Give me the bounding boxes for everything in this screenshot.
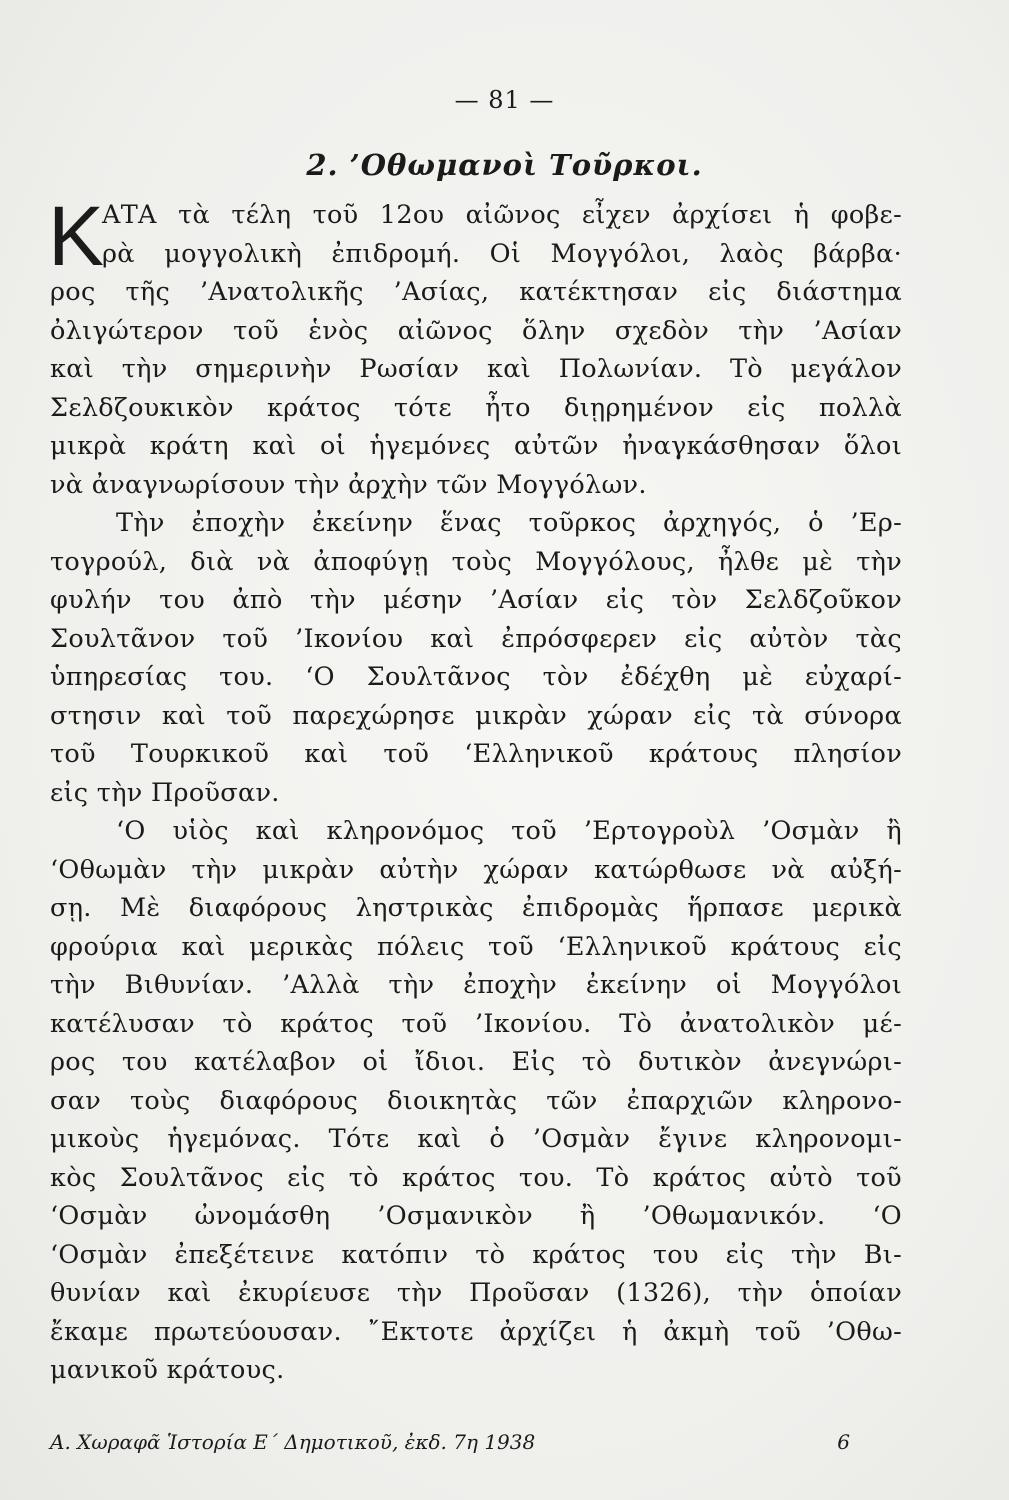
text-line: ρὰ μογγολικὴ ἐπιδρομή. Οἱ Μογγόλοι, λαὸς βάρβα· — [102, 238, 902, 269]
text-line: Σελδζουκικὸν κράτος τότε ἦτο διῃρημένον εἰς πολλὰ — [50, 392, 902, 423]
text-line: ἔκαμε πρωτεύουσαν. ῎Εκτοτε ἀρχίζει ἡ ἀκμὴ τοῦ ’Οθω- — [50, 1316, 902, 1347]
text-line: στησιν καὶ τοῦ παρεχώρησε μικρὰν χώραν εἰς τὰ σύνορα — [50, 700, 902, 731]
text-line: ρος του κατέλαβον οἱ ἴδιοι. Εἰς τὸ δυτικὸν ἀνεγνώρι- — [50, 1047, 902, 1077]
text-line: θυνίαν καὶ ἐκυρίευσε τὴν Προῦσαν (1326), τὴν ὁποίαν — [50, 1278, 902, 1308]
text-line: φρούρια καὶ μερικὰς πόλεις τοῦ ‘Ελληνικοῦ κράτους εἰς — [50, 931, 902, 962]
text-line: μικοὺς ἡγεμόνας. Τότε καὶ ὁ ’Οσμὰν ἔγινε κληρονομι- — [50, 1124, 902, 1154]
text-line: μικρὰ κράτη καὶ οἱ ἡγεμόνες αὐτῶν ἠναγκάσθησαν ὅλοι — [50, 431, 902, 461]
text-line: ‘Οσμὰν ἐπεξέτεινε κατόπιν τὸ κράτος του εἰς τὴν Βι- — [50, 1239, 902, 1270]
text-line: καὶ τὴν σημερινὴν Ρωσίαν καὶ Πολωνίαν. Τὸ μεγάλον — [50, 354, 902, 384]
text-line: εἰς τὴν Προῦσαν. — [50, 777, 280, 808]
text-line: ὀλιγώτερον τοῦ ἑνὸς αἰῶνος ὅλην σχεδὸν τὴν ’Ασίαν — [50, 315, 902, 346]
text-line: ΑΤΑ τὰ τέλη τοῦ 12ου αἰῶνος εἶχεν ἀρχίσει ἡ φοβε- — [102, 200, 902, 230]
text-line: Σουλτᾶνον τοῦ ’Ικονίου καὶ ἐπρόσφερεν εἰς αὐτὸν τὰς — [50, 623, 902, 654]
text-line: ‘Ο υἱὸς καὶ κληρονόμος τοῦ ’Ερτογροὺλ ’Οσμὰν ἢ — [116, 816, 902, 846]
text-line: μανικοῦ κράτους. — [50, 1355, 285, 1385]
text-line: σῃ. Μὲ διαφόρους ληστρικὰς ἐπιδρομὰς ἥρπασε μερικὰ — [50, 893, 902, 923]
text-line: ‘Οσμὰν ὠνομάσθη ’Οσμανικὸν ἢ ’Οθωμανικόν. ‘Ο — [50, 1201, 902, 1231]
text-line: κατέλυσαν τὸ κράτος τοῦ ’Ικονίου. Τὸ ἀνατολικὸν μέ- — [50, 1008, 902, 1039]
signature-number: 6 — [837, 1430, 850, 1454]
text-line: Τὴν ἐποχὴν ἐκείνην ἕνας τοῦρκος ἀρχηγός, ὁ ’Ερ- — [116, 508, 902, 538]
body-text — [48, 189, 902, 1390]
text-line: φυλήν του ἀπὸ τὴν μέσην ’Ασίαν εἰς τὸν Σελδζοῦκον — [50, 585, 902, 615]
text-line: ‘Οθωμὰν τὴν μικρὰν αὐτὴν χώραν κατώρθωσε νὰ αὐξή- — [50, 854, 902, 885]
text-line: τὴν Βιθυνίαν. ’Αλλὰ τὴν ἐποχὴν ἐκείνην οἱ Μογγόλοι — [50, 970, 902, 1000]
chapter-title: 2. ’Οθωμανοὶ Τοῦρκοι. — [306, 148, 703, 182]
text-line: ρος τῆς ’Ανατολικῆς ’Ασίας, κατέκτησαν εἰς διάστημα — [50, 277, 902, 307]
page-footer — [50, 1430, 850, 1454]
drop-cap: Κ — [48, 189, 105, 283]
text-line: τοῦ Τουρκικοῦ καὶ τοῦ ‘Ελληνικοῦ κράτους πλησίον — [50, 739, 902, 769]
text-line: κὸς Σουλτᾶνος εἰς τὸ κράτος του. Τὸ κράτος αὐτὸ τοῦ — [50, 1162, 902, 1193]
text-line: σαν τοὺς διαφόρους διοικητὰς τῶν ἐπαρχιῶν κληρονο- — [50, 1085, 902, 1116]
page-number: — 81 — — [454, 86, 555, 114]
text-line: τογρούλ, διὰ νὰ ἀποφύγῃ τοὺς Μογγόλους, ἦλθε μὲ τὴν — [50, 546, 902, 577]
text-line: νὰ ἀναγνωρίσουν τὴν ἀρχὴν τῶν Μογγόλων. — [50, 469, 647, 500]
footer-citation: Α. Χωραφᾶ Ἱστορία Ε΄ Δημοτικοῦ, ἐκδ. 7η 1938 — [50, 1430, 536, 1454]
text-line: ὑπηρεσίας του. ‘Ο Σουλτᾶνος τὸν ἐδέχθη μὲ εὐχαρί- — [50, 662, 902, 692]
